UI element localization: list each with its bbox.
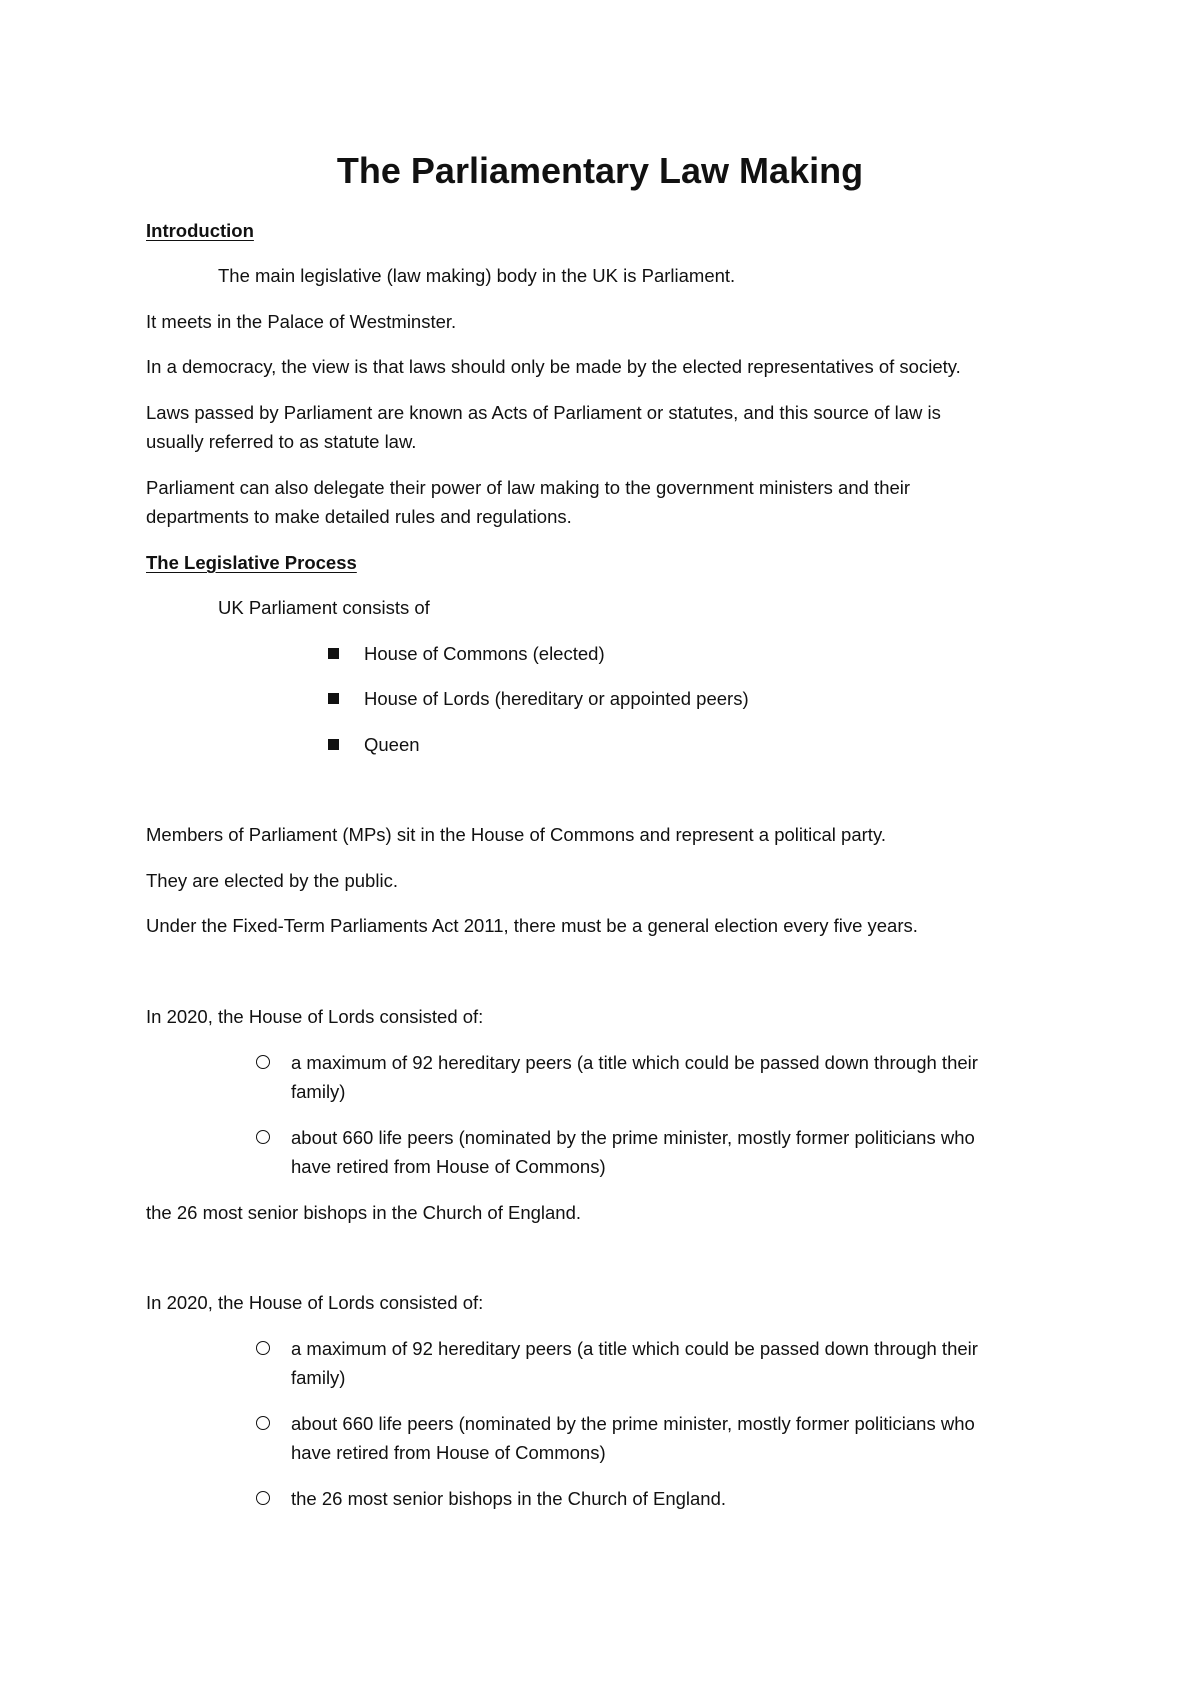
parliament-bullet-lords: House of Lords (hereditary or appointed peers) [364, 688, 749, 709]
lords1-trailing-line: the 26 most senior bishops in the Church of England. [146, 1202, 582, 1223]
intro-line-4: Laws passed by Parliament are known as Acts of Parliament or statutes, and this source of law is [146, 402, 941, 423]
parliament-bullet-commons: House of Commons (elected) [364, 643, 605, 664]
intro-line-7: departments to make detailed rules and regulations. [146, 506, 572, 527]
lords1-item-2-line-2: have retired from House of Commons) [291, 1156, 606, 1177]
circle-bullet-icon [256, 1341, 270, 1355]
circle-bullet-icon [256, 1491, 270, 1505]
square-bullet-icon [328, 693, 339, 704]
square-bullet-icon [328, 739, 339, 750]
lords-intro-2: In 2020, the House of Lords consisted of: [146, 1292, 484, 1313]
circle-bullet-icon [256, 1416, 270, 1430]
intro-line-6: Parliament can also delegate their power of law making to the government ministers and their [146, 477, 911, 498]
page-title: The Parliamentary Law Making [336, 150, 864, 191]
lords2-item-2-line-2: have retired from House of Commons) [291, 1442, 606, 1463]
elected-line: They are elected by the public. [146, 870, 398, 891]
intro-line-2: It meets in the Palace of Westminster. [146, 311, 457, 332]
lords1-item-1-line-1: a maximum of 92 hereditary peers (a title which could be passed down through their [291, 1052, 978, 1073]
circle-bullet-icon [256, 1055, 270, 1069]
lords1-item-1-line-2: family) [291, 1081, 346, 1102]
lords2-item-2-line-1: about 660 life peers (nominated by the prime minister, mostly former politicians who [291, 1413, 975, 1434]
lords2-item-3-line-1: the 26 most senior bishops in the Church of England. [291, 1488, 727, 1509]
intro-line-5: usually referred to as statute law. [146, 431, 417, 452]
lords1-item-2-line-1: about 660 life peers (nominated by the prime minister, mostly former politicians who [291, 1127, 975, 1148]
parliament-consists-line: UK Parliament consists of [218, 597, 430, 618]
lords-intro-1: In 2020, the House of Lords consisted of: [146, 1006, 484, 1027]
intro-line-3: In a democracy, the view is that laws should only be made by the elected representatives of society. [146, 356, 961, 377]
parliament-bullet-queen: Queen [364, 734, 420, 755]
square-bullet-icon [328, 648, 339, 659]
lords2-item-1-line-2: family) [291, 1367, 346, 1388]
fixed-term-line: Under the Fixed-Term Parliaments Act 2011, there must be a general election every five years. [146, 915, 918, 936]
circle-bullet-icon [256, 1130, 270, 1144]
mps-line: Members of Parliament (MPs) sit in the House of Commons and represent a political party. [146, 824, 886, 845]
intro-line-1: The main legislative (law making) body in the UK is Parliament. [218, 265, 736, 286]
heading-introduction: Introduction [146, 220, 254, 241]
heading-legislative-process: The Legislative Process [146, 552, 357, 573]
lords2-item-1-line-1: a maximum of 92 hereditary peers (a title which could be passed down through their [291, 1338, 978, 1359]
